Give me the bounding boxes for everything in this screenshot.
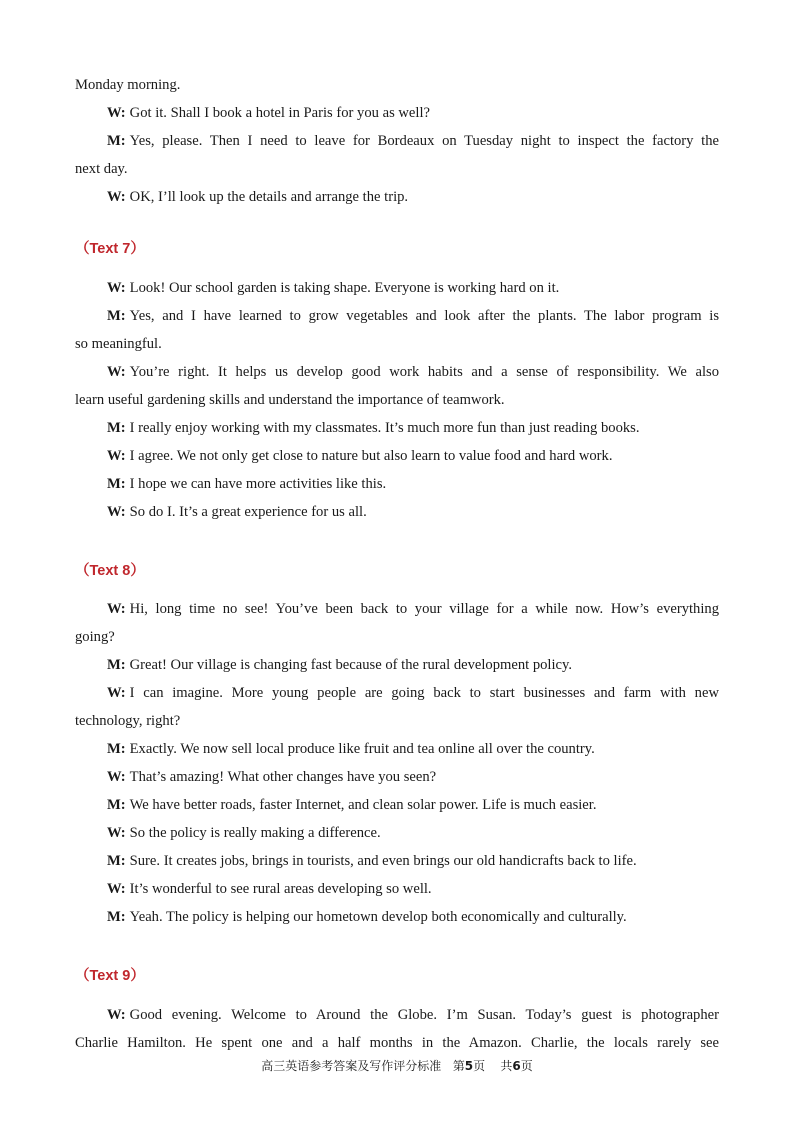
speaker-label: W: bbox=[107, 364, 126, 380]
dialogue-line: W: Got it. Shall I book a hotel in Paris for you as well? bbox=[107, 105, 430, 121]
page-number: 第5页 bbox=[452, 1059, 486, 1073]
dialogue-line: W: So do I. It’s a great experience for us all. bbox=[107, 504, 367, 520]
speaker-label: M: bbox=[107, 853, 126, 869]
speaker-label: M: bbox=[107, 741, 126, 757]
speaker-label: W: bbox=[107, 825, 126, 841]
section-heading: （Text 7） bbox=[75, 241, 145, 257]
dialogue-line-wrap: next day. bbox=[75, 161, 128, 177]
section-heading: （Text 9） bbox=[75, 968, 145, 984]
dialogue-line: W: So the policy is really making a difference. bbox=[107, 825, 381, 841]
speaker-label: W: bbox=[107, 504, 126, 520]
dialogue-line: M: We have better roads, faster Internet, and clean solar power. Life is much easier. bbox=[107, 797, 597, 813]
dialogue-continuation-line: Monday morning. bbox=[75, 77, 181, 93]
speaker-label: W: bbox=[107, 881, 126, 897]
speaker-label: M: bbox=[107, 657, 126, 673]
dialogue-line: W: You’re right. It helps us develop good work habits and a sense of responsibility. We also bbox=[107, 364, 719, 380]
dialogue-line-wrap: Charlie Hamilton. He spent one and a half months in the Amazon. Charlie, the locals rarely see bbox=[75, 1035, 719, 1051]
dialogue-line: M: Yes, please. Then I need to leave for Bordeaux on Tuesday night to inspect the factory the bbox=[107, 133, 719, 149]
dialogue-line: W: It’s wonderful to see rural areas developing so well. bbox=[107, 881, 432, 897]
dialogue-line: M: Yes, and I have learned to grow vegetables and look after the plants. The labor program is bbox=[107, 308, 719, 324]
dialogue-line: M: Sure. It creates jobs, brings in tourists, and even brings our old handicrafts back to life. bbox=[107, 853, 637, 869]
dialogue-line: W: Look! Our school garden is taking shape. Everyone is working hard on it. bbox=[107, 280, 560, 296]
speaker-label: W: bbox=[107, 280, 126, 296]
dialogue-line: W: OK, I’ll look up the details and arrange the trip. bbox=[107, 189, 409, 205]
dialogue-line: M: Yeah. The policy is helping our hometown develop both economically and culturally. bbox=[107, 909, 627, 925]
dialogue-line: M: Great! Our village is changing fast because of the rural development policy. bbox=[107, 657, 573, 673]
speaker-label: W: bbox=[107, 105, 126, 121]
total-pages: 共6页 bbox=[500, 1059, 533, 1073]
dialogue-line: W: That’s amazing! What other changes have you seen? bbox=[107, 769, 437, 785]
speaker-label: M: bbox=[107, 476, 126, 492]
speaker-label: W: bbox=[107, 601, 126, 617]
dialogue-line-wrap: so meaningful. bbox=[75, 336, 162, 352]
speaker-label: W: bbox=[107, 1007, 126, 1023]
speaker-label: W: bbox=[107, 448, 126, 464]
speaker-label: W: bbox=[107, 685, 126, 701]
page-footer bbox=[0, 1058, 794, 1074]
speaker-label: M: bbox=[107, 308, 126, 324]
dialogue-line: W: Good evening. Welcome to Around the Globe. I’m Susan. Today’s guest is photographer bbox=[107, 1007, 719, 1023]
dialogue-line-wrap: learn useful gardening skills and understand the importance of teamwork. bbox=[75, 392, 505, 408]
section-heading: （Text 8） bbox=[75, 563, 145, 579]
dialogue-line: M: Exactly. We now sell local produce like fruit and tea online all over the country. bbox=[107, 741, 595, 757]
dialogue-line: M: I hope we can have more activities like this. bbox=[107, 476, 387, 492]
dialogue-line-wrap: going? bbox=[75, 629, 115, 645]
footer-title: 高三英语参考答案及写作评分标准 bbox=[261, 1059, 442, 1073]
speaker-label: M: bbox=[107, 420, 126, 436]
dialogue-line: M: I really enjoy working with my classmates. It’s much more fun than just reading books. bbox=[107, 420, 640, 436]
speaker-label: W: bbox=[107, 769, 126, 785]
dialogue-line: W: Hi, long time no see! You’ve been back to your village for a while now. How’s everything bbox=[107, 601, 719, 617]
dialogue-line: W: I can imagine. More young people are going back to start businesses and farm with new bbox=[107, 685, 719, 701]
speaker-label: W: bbox=[107, 189, 126, 205]
speaker-label: M: bbox=[107, 797, 126, 813]
dialogue-line-wrap: technology, right? bbox=[75, 713, 181, 729]
dialogue-line: W: I agree. We not only get close to nature but also learn to value food and hard work. bbox=[107, 448, 613, 464]
speaker-label: M: bbox=[107, 133, 126, 149]
speaker-label: M: bbox=[107, 909, 126, 925]
